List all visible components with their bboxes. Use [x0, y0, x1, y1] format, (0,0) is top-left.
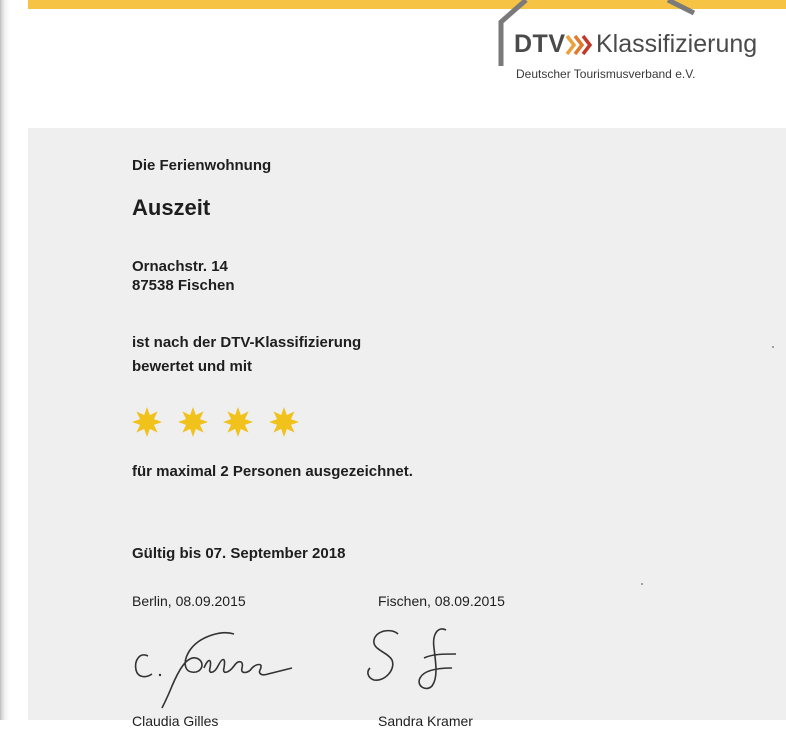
logo-brand-dtv: DTV	[514, 30, 566, 58]
logo-subtitle: Deutscher Tourismusverband e.V.	[516, 67, 696, 81]
place-date-left: Berlin, 08.09.2015	[132, 593, 246, 609]
scan-speck	[772, 346, 774, 348]
intro-text: Die Ferienwohnung	[132, 157, 272, 174]
sun-star-icon	[222, 406, 254, 438]
sun-star-icon	[131, 406, 163, 438]
address-street: Ornachstr. 14	[132, 258, 228, 275]
rating-statement-line2: bewertet und mit	[132, 358, 253, 375]
validity-date: Gültig bis 07. September 2018	[132, 545, 346, 562]
signature-left	[130, 628, 310, 714]
sun-star-icon	[268, 406, 300, 438]
chevron-arrows-icon	[565, 34, 593, 56]
logo-brand-klassifizierung: Klassifizierung	[596, 30, 758, 58]
address-city: 87538 Fischen	[132, 277, 235, 294]
signer-name-left: Claudia Gilles	[132, 713, 219, 729]
place-date-right: Fischen, 08.09.2015	[378, 593, 505, 609]
signature-right	[362, 624, 472, 694]
signer-name-right: Sandra Kramer	[378, 713, 473, 729]
rating-statement-line1: ist nach der DTV-Klassifizierung	[132, 334, 362, 351]
page-edge-shadow	[0, 0, 28, 720]
sun-star-icon	[177, 406, 209, 438]
property-name: Auszeit	[132, 195, 211, 220]
scan-speck	[641, 583, 643, 585]
capacity-text: für maximal 2 Personen ausgezeichnet.	[132, 463, 413, 480]
dtv-logo	[496, 0, 786, 100]
